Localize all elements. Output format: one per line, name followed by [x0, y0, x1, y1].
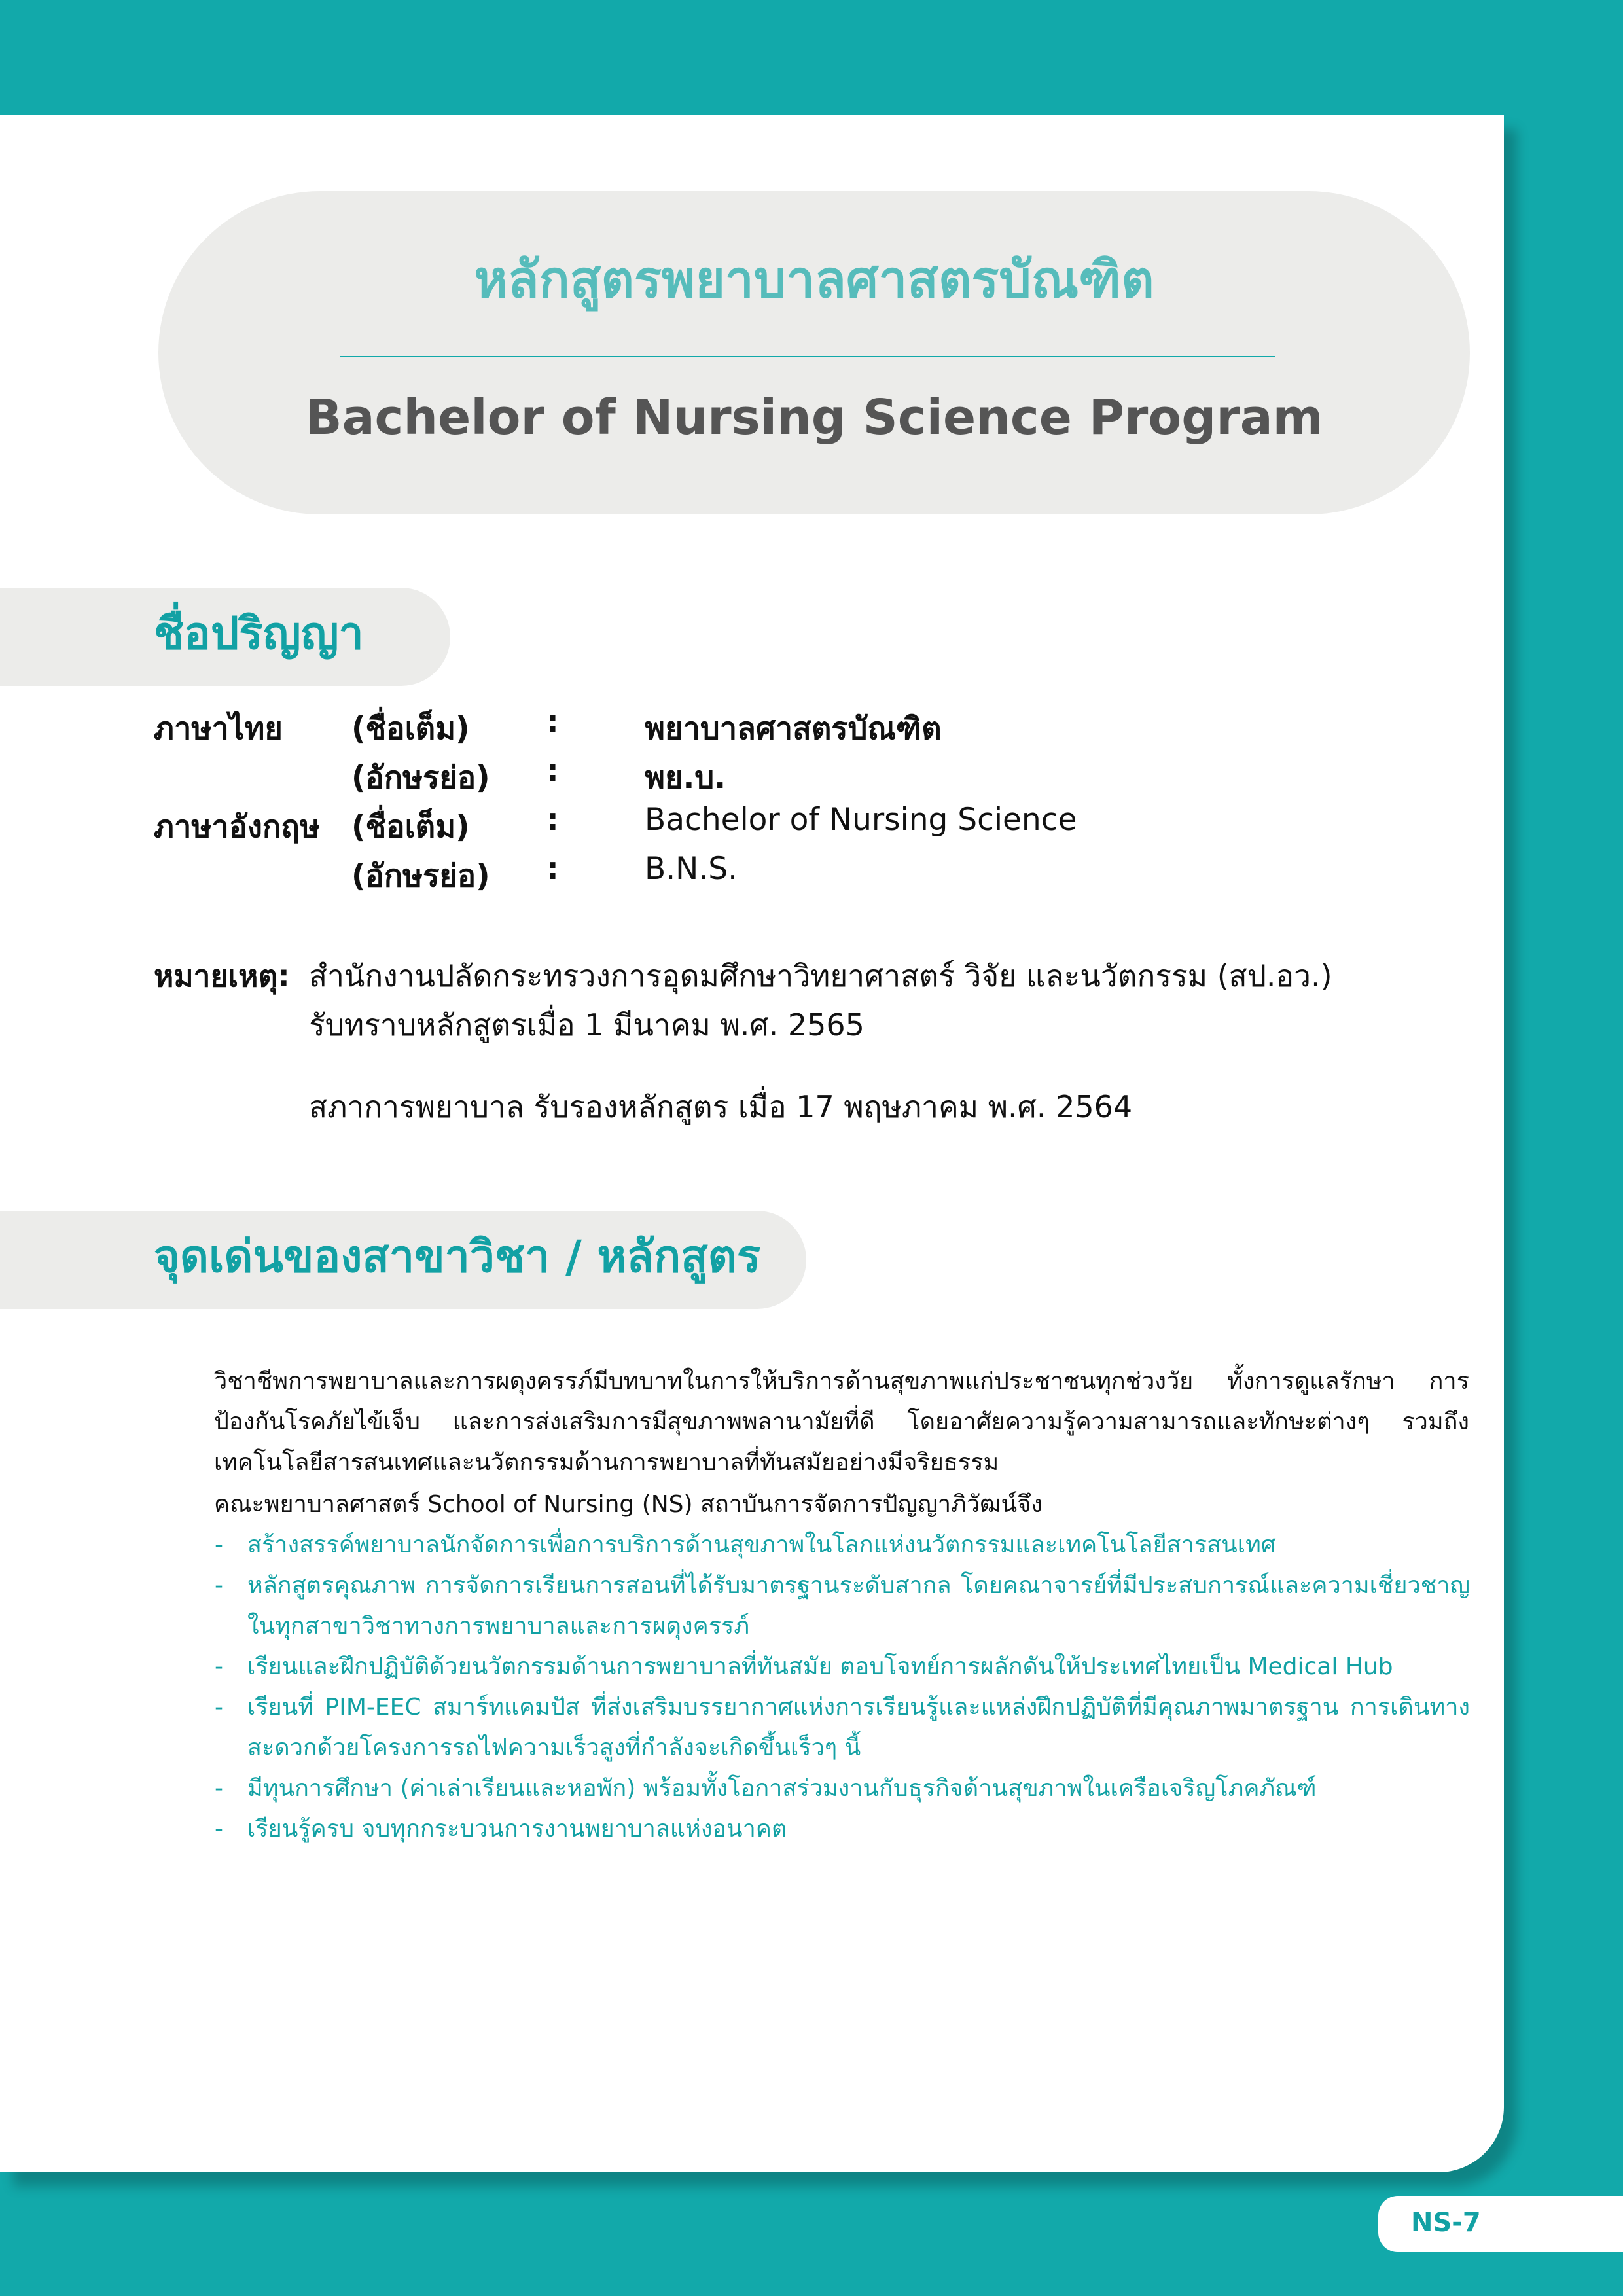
note-line: สำนักงานปลัดกระทรวงการอุดมศึกษาวิทยาศาสตร์ วิจัย และนวัตกรรม (สป.อว.): [309, 958, 1332, 994]
degree-heading: ชื่อปริญญา: [154, 608, 364, 660]
degree-colon: :: [546, 753, 559, 789]
degree-colon: :: [546, 704, 559, 740]
degree-value: Bachelor of Nursing Science: [645, 802, 1077, 838]
faculty-statement: [154, 1484, 1469, 1525]
dash-bullet: -: [215, 1653, 223, 1680]
degree-value: B.N.S.: [645, 851, 738, 887]
degree-form: (อักษรย่อ): [351, 760, 490, 796]
list-item-text: เรียนรู้ครบ จบทุกกระบวนการงานพยาบาลแห่งอนาคต: [247, 1816, 787, 1842]
page-number: NS-7: [1411, 2208, 1481, 2238]
degree-language: ภาษาไทย: [154, 711, 283, 747]
list-item-text: มีทุนการศึกษา (ค่าเล่าเรียนและหอพัก) พร้อมทั้งโอกาสร่วมงานกับธุรกิจด้านสุขภาพในเครือเจริญโภคภัณฑ์: [247, 1775, 1317, 1802]
list-item: [215, 1768, 1470, 1809]
list-item: [215, 1566, 1470, 1647]
degree-form: (อักษรย่อ): [351, 858, 490, 894]
program-title-english: Bachelor of Nursing Science Program: [305, 389, 1323, 446]
highlights-heading-tab: [0, 1211, 806, 1309]
list-item-text: เรียนและฝึกปฏิบัติด้วยนวัตกรรมด้านการพยาบาลที่ทันสมัย ตอบโจทย์การผลักดันให้ประเทศไทยเป็น Medical Hub: [247, 1653, 1393, 1680]
list-item: [215, 1809, 1470, 1850]
list-item-text: สร้างสรรค์พยาบาลนักจัดการเพื่อการบริการด้านสุขภาพในโลกแห่งนวัตกรรมและเทคโนโลยีสารสนเทศ: [247, 1532, 1276, 1558]
list-item: [215, 1687, 1470, 1768]
degree-form: (ชื่อเต็ม): [351, 711, 470, 747]
program-title-thai: หลักสูตรพยาบาลศาสตรบัณฑิต: [474, 251, 1154, 310]
list-item-text: หลักสูตรคุณภาพ การจัดการเรียนการสอนที่ได้รับมาตรฐานระดับสากล โดยคณาจารย์ที่มีประสบการณ์และความเชี่ยวชาญในทุกสาขาวิชาทางการพยาบาลและการผดุงครรภ์: [247, 1572, 1470, 1640]
degree-value: พยาบาลศาสตรบัณฑิต: [645, 711, 942, 747]
degree-colon: :: [546, 851, 559, 887]
dash-bullet: -: [215, 1694, 223, 1721]
dash-bullet: -: [215, 1775, 223, 1802]
list-item: [215, 1525, 1470, 1566]
note-label: หมายเหตุ:: [154, 958, 290, 994]
highlights-list: [215, 1525, 1470, 1850]
note-line: สภาการพยาบาล รับรองหลักสูตร เมื่อ 17 พฤษภาคม พ.ศ. 2564: [309, 1089, 1133, 1124]
program-title-banner: [158, 191, 1470, 514]
degree-language: ภาษาอังกฤษ: [154, 809, 320, 845]
degree-heading-tab: [0, 588, 450, 686]
page-number-tab: [1378, 2196, 1623, 2252]
degree-colon: :: [546, 802, 559, 838]
degree-value: พย.บ.: [645, 760, 726, 796]
dash-bullet: -: [215, 1532, 223, 1558]
faculty-line: คณะพยาบาลศาสตร์ School of Nursing (NS) สถาบันการจัดการปัญญาภิวัฒน์จึง: [214, 1491, 1043, 1518]
note-line: รับทราบหลักสูตรเมื่อ 1 มีนาคม พ.ศ. 2565: [309, 1007, 865, 1043]
dash-bullet: -: [215, 1572, 223, 1599]
title-divider: [340, 356, 1275, 357]
degree-form: (ชื่อเต็ม): [351, 809, 470, 845]
dash-bullet: -: [215, 1816, 223, 1842]
list-item-text: เรียนที่ PIM-EEC สมาร์ทแคมปัส ที่ส่งเสริมบรรยากาศแห่งการเรียนรู้และแหล่งฝึกปฏิบัติที่มีคุณภาพมาตรฐาน การเดินทางสะดวกด้วยโครงการรถไฟความเร็วสูงที่กำลังจะเกิดขึ้นเร็วๆ นี้: [247, 1694, 1470, 1761]
highlights-heading: จุดเด่นของสาขาวิชา / หลักสูตร: [154, 1231, 761, 1283]
intro-paragraph: วิชาชีพการพยาบาลและการผดุงครรภ์มีบทบาทในการให้บริการด้านสุขภาพแก่ประชาชนทุกช่วงวัย ทั้งการดูแลรักษา การป้องกันโรคภัยไข้เจ็บ และการส่งเสริมการมีสุขภาพพลานามัยที่ดี โดยอาศัยความรู้ความสามารถและทักษะต่างๆ รวมถึงเทคโนโลยีสารสนเทศและนวัตกรรมด้านการพยาบาลที่ทันสมัยอย่างมีจริยธรรม: [214, 1368, 1469, 1476]
highlights-intro: [154, 1361, 1469, 1483]
list-item: [215, 1647, 1470, 1687]
